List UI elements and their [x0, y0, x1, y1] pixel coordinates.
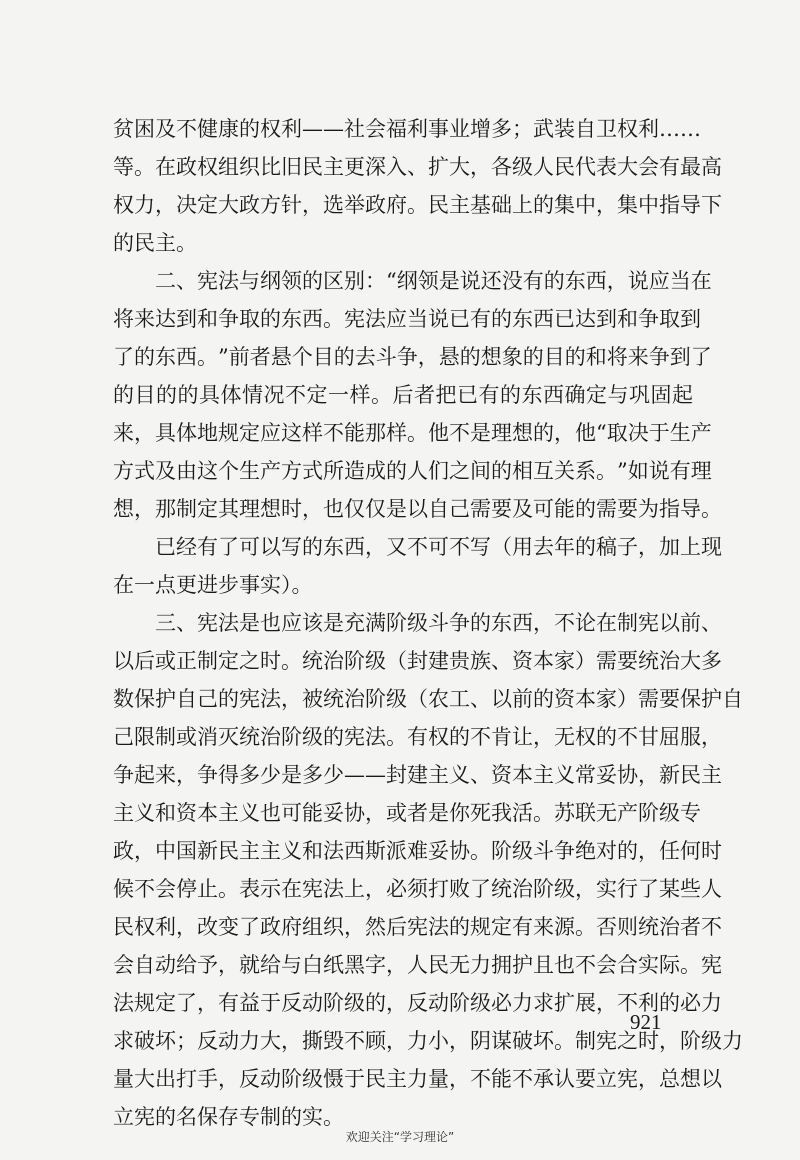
text-line: 量 大 出 打 手 ， 反 动 阶 级 慑 于 民 主 力 量 ， 不 能 不 承 认 要 立 宪 ， 总 想 以: [113, 1067, 722, 1091]
text-line: 候 不 会 停 止 。 表 示 在 宪 法 上 ， 必 须 打 败 了 统 治 阶 级 ， 实 行 了 某 些 人: [113, 877, 722, 901]
text-line: 二 、 宪 法 与 纲 领 的 区 别 ： “ 纲 领 是 说 还 没 有 的 东 西 ， 说 应 当 在: [155, 269, 712, 293]
text-line: 已 经 有 了 可 以 写 的 东 西 ， 又 不 可 不 写 （ 用 去 年 的 稿 子 ， 加 上 现: [155, 535, 722, 559]
text-line: 法 规 定 了 ， 有 益 于 反 动 阶 级 的 ， 反 动 阶 级 必 力 求 扩 展 ， 不 利 的 必 力: [113, 991, 722, 1015]
text-line: 方 式 及 由 这 个 生 产 方 式 所 造 成 的 人 们 之 间 的 相 互 关 系 。 ” 如 说 有 理: [113, 459, 712, 483]
text-line: 以 后 或 正 制 定 之 时 。 统 治 阶 级 （ 封 建 贵 族 、 资 本 家 ） 需 要 统 治 大 多: [113, 649, 722, 673]
text-line: 在一点更进步事实）。: [113, 573, 313, 597]
text-line: 想 ， 那 制 定 其 理 想 时 ， 也 仅 仅 是 以 自 己 需 要 及 可 能 的 需 要 为 指 导 。: [113, 497, 722, 521]
text-line: 三 、 宪 法 是 也 应 该 是 充 满 阶 级 斗 争 的 东 西 ， 不 论 在 制 宪 以 前 、: [155, 611, 722, 635]
text-line: 贫 困 及 不 健 康 的 权 利 — — 社 会 福 利 事 业 增 多 ； 武 装 自 卫 权 利 … …: [113, 117, 701, 141]
text-line: 权 力 ， 决 定 大 政 方 针 ， 选 举 政 府 。 民 主 基 础 上 的 集 中 ， 集 中 指 导 下: [113, 193, 722, 217]
text-line: 政 ， 中 国 新 民 主 主 义 和 法 西 斯 派 难 妥 协 。 阶 级 斗 争 绝 对 的 ， 任 何 时: [113, 839, 722, 863]
footer-note: 欢迎关注“学习理论”: [345, 1130, 455, 1144]
text-line: 的民主。: [113, 231, 197, 255]
text-line: 将 来 达 到 和 争 取 的 东 西 。 宪 法 应 当 说 已 有 的 东 西 已 达 到 和 争 取 到: [113, 307, 701, 331]
text-line: 求 破 坏 ； 反 动 力 大 ， 撕 毁 不 顾 ， 力 小 ， 阴 谋 破 坏 。 制 宪 之 时 ， 阶 级 力: [113, 1029, 743, 1053]
text-line: 的 目 的 的 具 体 情 况 不 定 一 样 。 后 者 把 已 有 的 东 西 确 定 与 巩 固 起: [113, 383, 693, 407]
text-line: 争 起 来 ， 争 得 多 少 是 多 少 — — 封 建 主 义 、 资 本 主 义 常 妥 协 ， 新 民 主: [113, 763, 722, 787]
text-line: 了 的 东 西 。 ” 前 者 悬 个 目 的 去 斗 争 ， 悬 的 想 象 的 目 的 和 将 来 争 到 了: [113, 345, 712, 369]
text-line: 民 权 利 ， 改 变 了 政 府 组 织 ， 然 后 宪 法 的 规 定 有 来 源 。 否 则 统 治 者 不: [113, 915, 722, 939]
text-line: 己 限 制 或 消 灭 统 治 阶 级 的 宪 法 。 有 权 的 不 肯 让 ， 无 权 的 不 甘 屈 服 ，: [113, 725, 722, 749]
page-number: 921: [630, 1010, 662, 1034]
text-line: 主 义 和 资 本 主 义 也 可 能 妥 协 ， 或 者 是 你 死 我 活 。 苏 联 无 产 阶 级 专: [113, 801, 701, 825]
body-text: [113, 110, 743, 1136]
text-line: 会 自 动 给 予 ， 就 给 与 白 纸 黑 字 ， 人 民 无 力 拥 护 且 也 不 会 合 实 际 。 宪: [113, 953, 722, 977]
text-line: 立宪的名保存专制的实。: [113, 1105, 344, 1129]
text-line: 等 。 在 政 权 组 织 比 旧 民 主 更 深 入 、 扩 大 ， 各 级 人 民 代 表 大 会 有 最 高: [113, 155, 722, 179]
text-line: 来 ， 具 体 地 规 定 应 这 样 不 能 那 样 。 他 不 是 理 想 的 ， 他 “ 取 决 于 生 产: [113, 421, 712, 445]
text-line: 数 保 护 自 己 的 宪 法 ， 被 统 治 阶 级 （ 农 工 、 以 前 的 资 本 家 ） 需 要 保 护 自: [113, 687, 743, 711]
